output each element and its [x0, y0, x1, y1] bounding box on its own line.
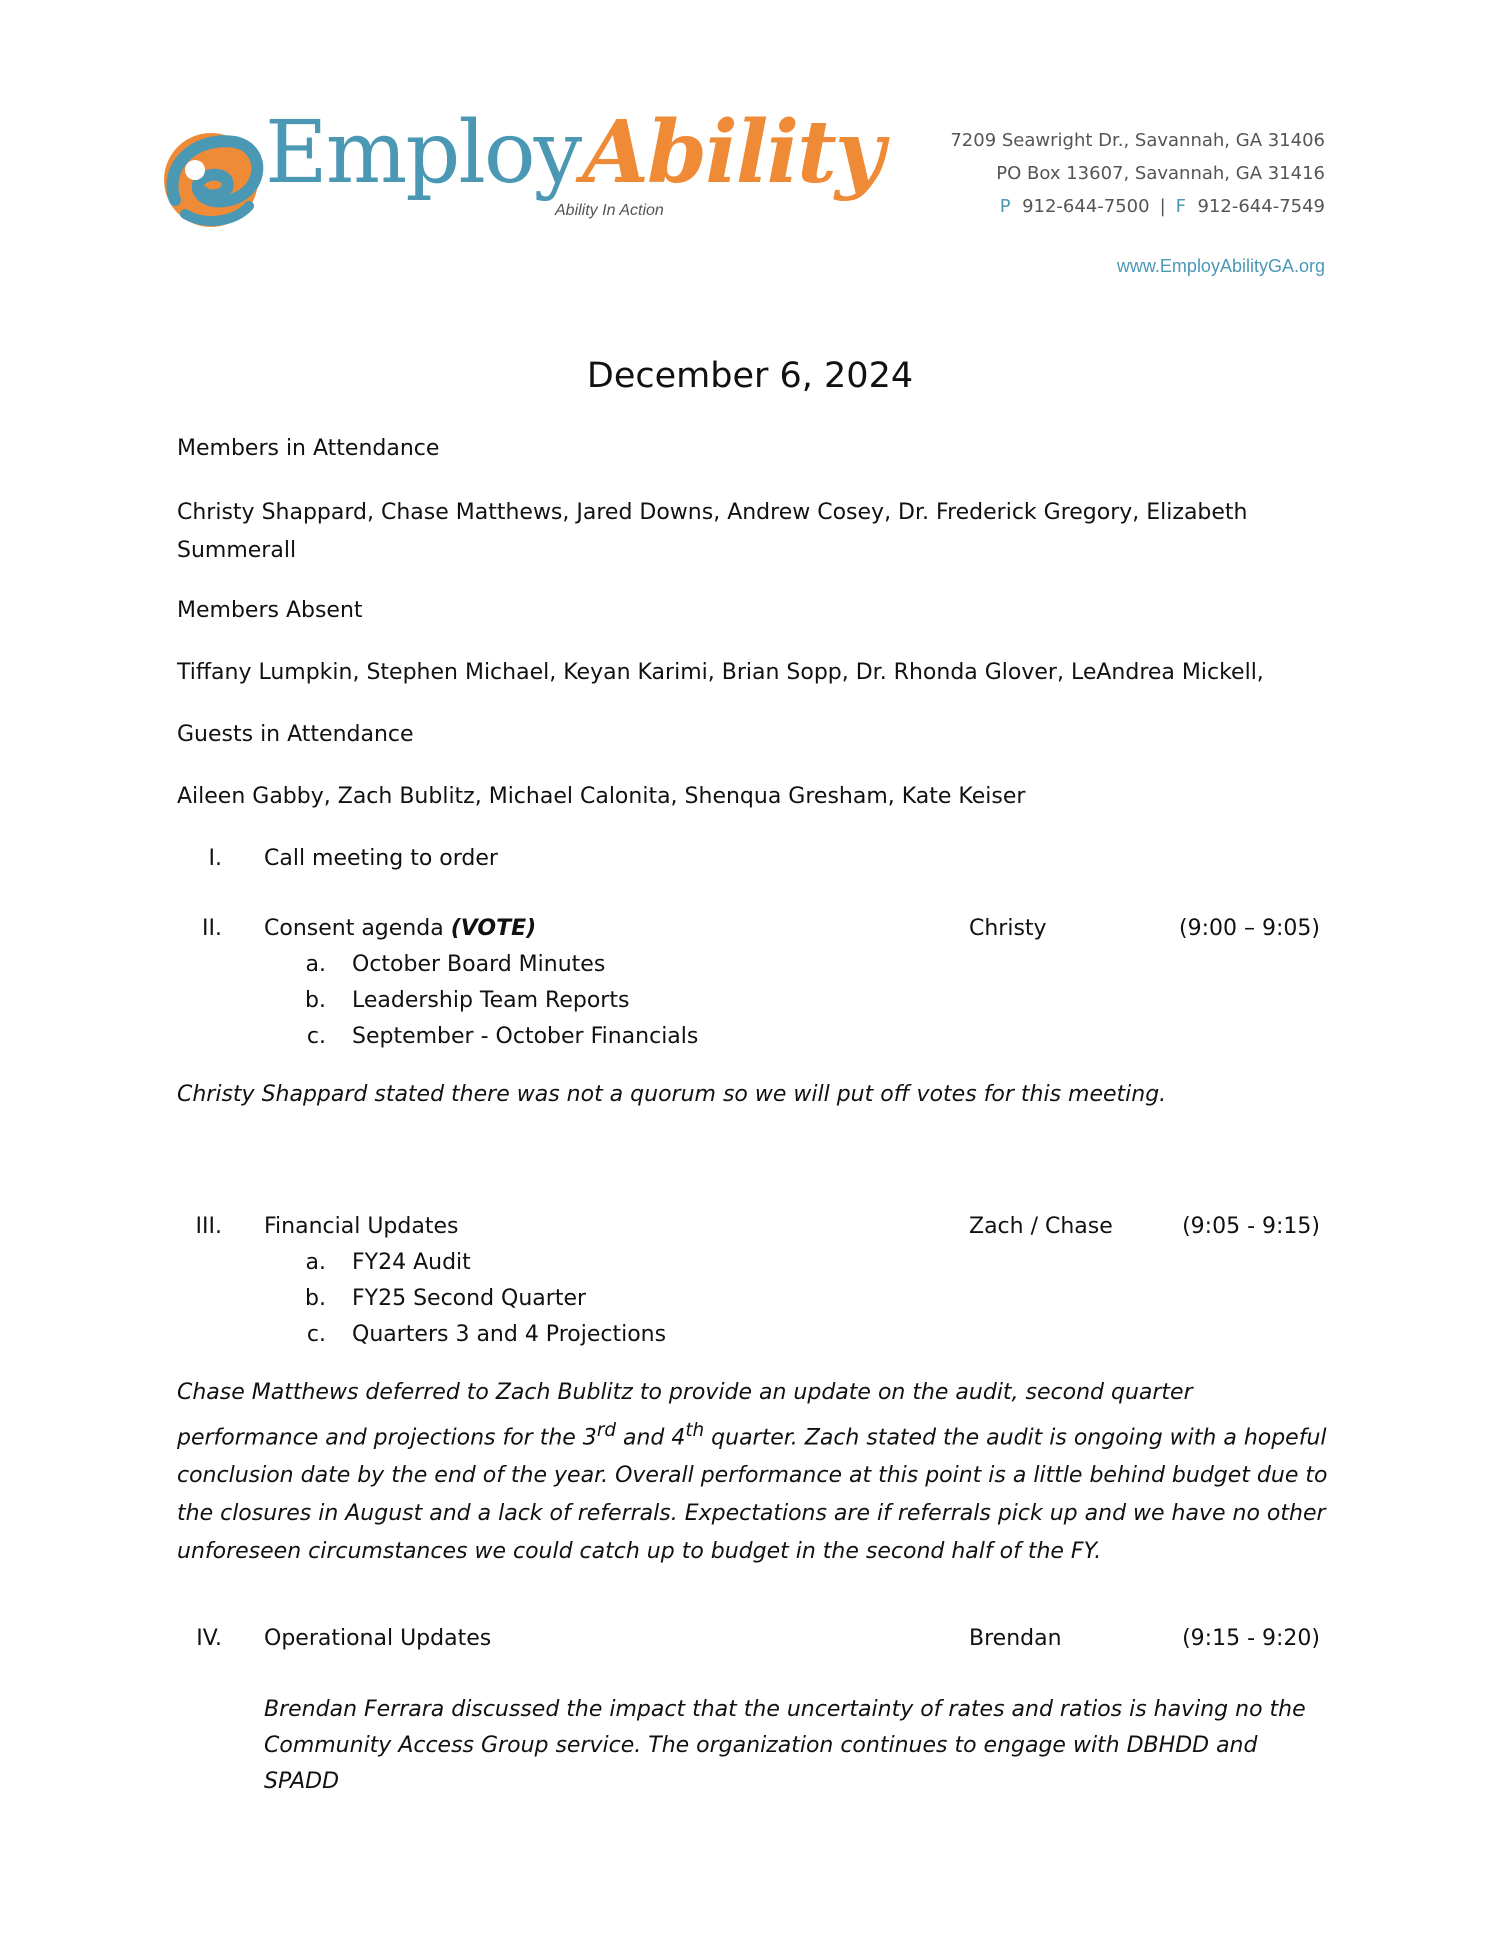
- logo-tagline: Ability In Action: [555, 202, 664, 219]
- agenda-item-1-number: I.: [208, 846, 222, 871]
- agenda-item-2-title: Consent agenda: [264, 916, 451, 941]
- agenda-item-2c-text: September - October Financials: [352, 1024, 699, 1049]
- website-link[interactable]: www.EmployAbilityGA.org: [1116, 256, 1325, 276]
- phone-label: P: [999, 196, 1011, 217]
- agenda-item-3a-text: FY24 Audit: [352, 1250, 471, 1275]
- logo-word-employ: Employ: [265, 103, 581, 203]
- guests-list: Aileen Gabby, Zach Bublitz, Michael Calonita, Shenqua Gresham, Kate Keiser: [177, 784, 1026, 809]
- employability-logo: [155, 102, 883, 237]
- contact-separator: |: [1159, 196, 1166, 217]
- agenda-item-4-note: Brendan Ferrara discussed the impact that the uncertainty of rates and ratios is having no the Community Access Group service. The organization continues to engage with DBHDD and SPADD: [264, 1697, 1306, 1794]
- guests-heading: Guests in Attendance: [177, 722, 414, 747]
- address-line-2: PO Box 13607, Savannah, GA 31416: [996, 163, 1325, 184]
- note-3-sup-th: th: [685, 1420, 705, 1441]
- agenda-item-3-title: Financial Updates: [264, 1214, 459, 1239]
- members-absent-list: Tiffany Lumpkin, Stephen Michael, Keyan Karimi, Brian Sopp, Dr. Rhonda Glover, LeAndrea Mickell,: [177, 660, 1264, 685]
- fax-label: F: [1175, 196, 1187, 217]
- note-3-part-1: Chase Matthews deferred to Zach Bublitz to provide an update on the audit, second quarter performance and projections for the 3: [177, 1380, 1193, 1451]
- logo-word-ability: Ability: [582, 102, 883, 203]
- agenda-item-2-time: (9:00 – 9:05): [1179, 916, 1320, 941]
- address-line-1: 7209 Seawright Dr., Savannah, GA 31406: [950, 130, 1325, 151]
- agenda-item-2a-letter: a.: [305, 952, 326, 977]
- contact-block: [950, 124, 1325, 223]
- agenda-item-3b-text: FY25 Second Quarter: [352, 1286, 587, 1311]
- agenda-item-2a-text: October Board Minutes: [352, 952, 606, 977]
- agenda-item-4-time: (9:15 - 9:20): [1182, 1626, 1320, 1651]
- fax-number: 912-644-7549: [1197, 196, 1325, 217]
- phone-fax-line: [950, 190, 1325, 223]
- agenda-item-3b-letter: b.: [305, 1286, 326, 1311]
- meeting-date: December 6, 2024: [586, 356, 914, 396]
- agenda-item-3-number: III.: [195, 1214, 222, 1239]
- agenda-item-2-number: II.: [202, 916, 222, 941]
- agenda-item-2-presenter: Christy: [969, 916, 1047, 941]
- note-3-part-3: quarter. Zach stated the audit is ongoing with a hopeful conclusion date by the end of the year. Overall performance at this point is a little behind budget due to the closures in August and a lack of referrals. Expectations are if referrals pick up and we have no other unforeseen circumstances we could catch up to budget in the second half of the FY.: [177, 1425, 1328, 1565]
- agenda-item-3-presenter: Zach / Chase: [969, 1214, 1113, 1239]
- agenda-item-2-vote: (VOTE): [450, 916, 537, 941]
- members-attendance-heading: Members in Attendance: [177, 436, 440, 461]
- agenda-item-3a-letter: a.: [305, 1250, 326, 1275]
- agenda-item-4-title: Operational Updates: [264, 1626, 492, 1651]
- agenda-item-4-presenter: Brendan: [969, 1626, 1062, 1651]
- logo-e-icon: [155, 126, 265, 234]
- agenda-item-3-note: [177, 1374, 1337, 1571]
- agenda-item-3c-letter: c.: [306, 1322, 326, 1347]
- members-attendance-list: Christy Shappard, Chase Matthews, Jared Downs, Andrew Cosey, Dr. Frederick Gregory, Elizabeth Summerall: [177, 500, 1248, 563]
- note-3-part-2: and 4: [615, 1425, 686, 1451]
- phone-number: 912-644-7500: [1022, 196, 1150, 217]
- agenda-item-2-title-line: [264, 916, 536, 941]
- logo-wordmark: [265, 102, 883, 203]
- agenda-item-3-time: (9:05 - 9:15): [1182, 1214, 1320, 1239]
- agenda-item-2b-letter: b.: [305, 988, 326, 1013]
- agenda-item-2-note: Christy Shappard stated there was not a quorum so we will put off votes for this meeting.: [177, 1082, 1167, 1107]
- note-3-sup-rd: rd: [596, 1420, 616, 1441]
- agenda-item-4-number: IV.: [196, 1626, 222, 1651]
- agenda-item-1-title: Call meeting to order: [264, 846, 498, 871]
- members-absent-heading: Members Absent: [177, 598, 363, 623]
- agenda-item-2b-text: Leadership Team Reports: [352, 988, 630, 1013]
- agenda-item-3c-text: Quarters 3 and 4 Projections: [352, 1322, 667, 1347]
- agenda-item-2c-letter: c.: [306, 1024, 326, 1049]
